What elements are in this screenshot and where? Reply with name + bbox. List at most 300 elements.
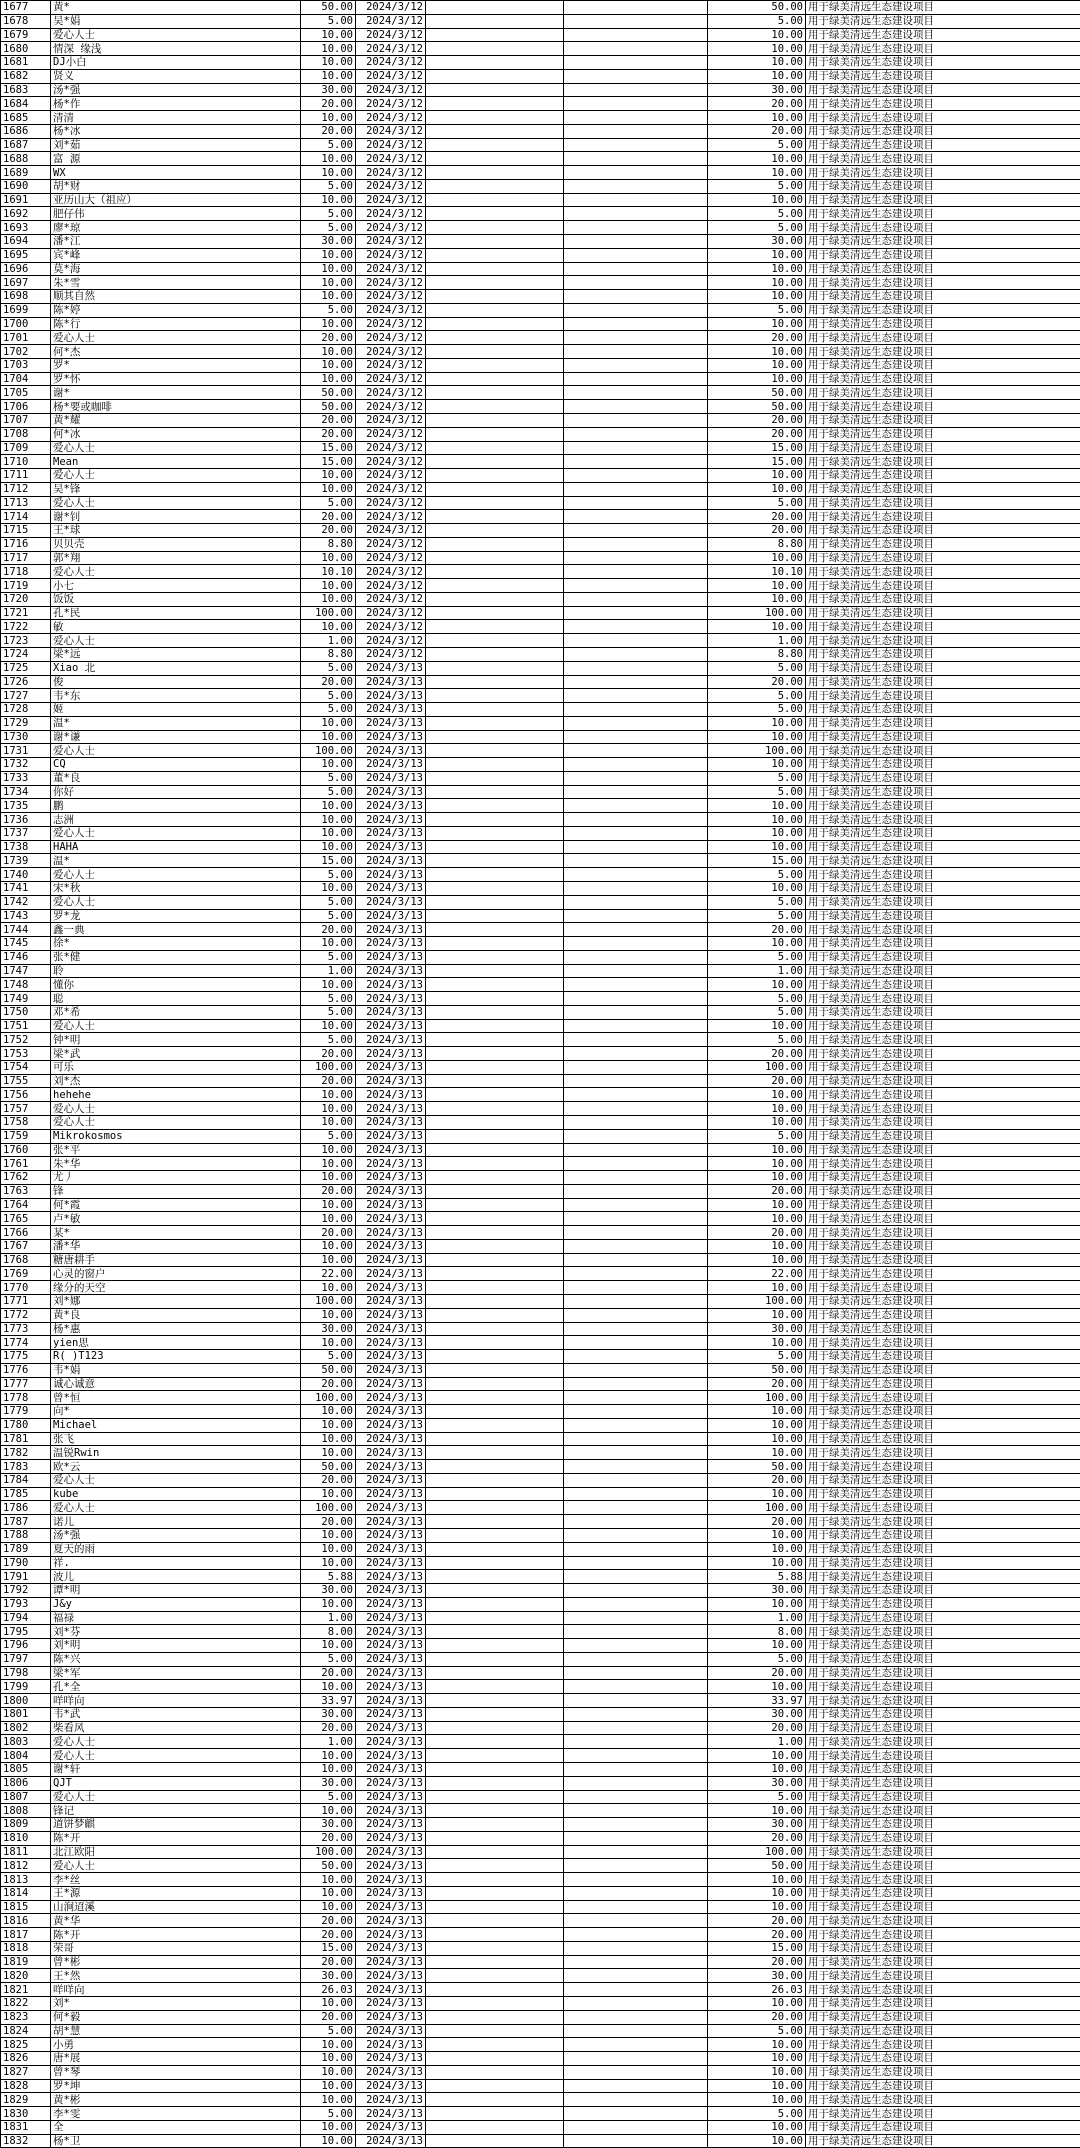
date-cell: 2024/3/12 [356,248,426,262]
table-row [1,1060,1080,1074]
date-cell: 2024/3/12 [356,235,426,249]
table-row [1,1116,1080,1130]
amount-cell: 10.00 [301,482,356,496]
date-cell: 2024/3/12 [356,152,426,166]
donor-name-cell: 董*良 [51,771,301,785]
blank-cell [564,1033,708,1047]
row-index-cell: 1754 [1,1060,51,1074]
purpose-cell: 用于绿美清远生态建设项目 [806,1680,1080,1694]
amount-cell: 5.00 [301,1350,356,1364]
date-cell: 2024/3/13 [356,1363,426,1377]
blank-cell [426,1088,564,1102]
blank-cell [564,689,708,703]
purpose-cell: 用于绿美清远生态建设项目 [806,2065,1080,2079]
table-row [1,799,1080,813]
blank-cell [426,826,564,840]
amount-cell: 5.88 [301,1570,356,1584]
amount-cell: 20.00 [301,2010,356,2024]
allocated-amount-cell: 20.00 [708,1666,806,1680]
amount-cell: 10.00 [301,166,356,180]
date-cell: 2024/3/13 [356,1033,426,1047]
row-index-cell: 1774 [1,1336,51,1350]
amount-cell: 10.00 [301,882,356,896]
allocated-amount-cell: 20.00 [708,1914,806,1928]
donor-name-cell: 谢*钊 [51,510,301,524]
allocated-amount-cell: 10.00 [708,276,806,290]
blank-cell [426,1652,564,1666]
blank-cell [426,2038,564,2052]
purpose-cell: 用于绿美清远生态建设项目 [806,1501,1080,1515]
amount-cell: 10.00 [301,2052,356,2066]
row-index-cell: 1712 [1,482,51,496]
allocated-amount-cell: 20.00 [708,2010,806,2024]
table-row [1,1074,1080,1088]
table-row [1,276,1080,290]
row-index-cell: 1688 [1,152,51,166]
donor-name-cell: 爱心人士 [51,1735,301,1749]
purpose-cell: 用于绿美清远生态建设项目 [806,675,1080,689]
blank-cell [564,400,708,414]
purpose-cell: 用于绿美清远生态建设项目 [806,1322,1080,1336]
date-cell: 2024/3/13 [356,2093,426,2107]
row-index-cell: 1725 [1,661,51,675]
allocated-amount-cell: 100.00 [708,1060,806,1074]
donor-name-cell: 胡*财 [51,179,301,193]
purpose-cell: 用于绿美清远生态建设项目 [806,372,1080,386]
blank-cell [564,1597,708,1611]
purpose-cell: 用于绿美清远生态建设项目 [806,1735,1080,1749]
row-index-cell: 1777 [1,1377,51,1391]
date-cell: 2024/3/13 [356,1253,426,1267]
purpose-cell: 用于绿美清远生态建设项目 [806,97,1080,111]
allocated-amount-cell: 20.00 [708,427,806,441]
blank-cell [564,1914,708,1928]
blank-cell [426,2134,564,2148]
table-row [1,1900,1080,1914]
row-index-cell: 1818 [1,1941,51,1955]
table-row [1,978,1080,992]
amount-cell: 10.00 [301,2079,356,2093]
purpose-cell: 用于绿美清远生态建设项目 [806,661,1080,675]
donor-name-cell: 韦*东 [51,689,301,703]
table-row [1,2010,1080,2024]
blank-cell [564,69,708,83]
date-cell: 2024/3/12 [356,441,426,455]
row-index-cell: 1814 [1,1886,51,1900]
table-row [1,1818,1080,1832]
amount-cell: 5.00 [301,207,356,221]
allocated-amount-cell: 10.00 [708,290,806,304]
amount-cell: 8.80 [301,647,356,661]
purpose-cell: 用于绿美清远生态建设项目 [806,290,1080,304]
allocated-amount-cell: 10.00 [708,1253,806,1267]
donor-name-cell: 刘*茹 [51,138,301,152]
date-cell: 2024/3/13 [356,744,426,758]
blank-cell [564,1570,708,1584]
row-index-cell: 1698 [1,290,51,304]
purpose-cell: 用于绿美清远生态建设项目 [806,1831,1080,1845]
donor-name-cell: 宋*秋 [51,882,301,896]
blank-cell [426,303,564,317]
blank-cell [426,634,564,648]
donor-name-cell: 糖唐耕手 [51,1253,301,1267]
donor-name-cell: 王*球 [51,524,301,538]
donor-name-cell: WX [51,166,301,180]
table-row [1,510,1080,524]
table-row [1,138,1080,152]
date-cell: 2024/3/13 [356,826,426,840]
purpose-cell: 用于绿美清远生态建设项目 [806,207,1080,221]
row-index-cell: 1765 [1,1212,51,1226]
donor-name-cell: 罗*坤 [51,2079,301,2093]
blank-cell [426,207,564,221]
row-index-cell: 1816 [1,1914,51,1928]
table-row [1,1639,1080,1653]
purpose-cell: 用于绿美清远生态建设项目 [806,1914,1080,1928]
blank-cell [426,730,564,744]
allocated-amount-cell: 5.00 [708,689,806,703]
blank-cell [564,2107,708,2121]
row-index-cell: 1767 [1,1239,51,1253]
amount-cell: 20.00 [301,524,356,538]
allocated-amount-cell: 5.00 [708,771,806,785]
purpose-cell: 用于绿美清远生态建设项目 [806,1790,1080,1804]
row-index-cell: 1709 [1,441,51,455]
blank-cell [426,1226,564,1240]
date-cell: 2024/3/13 [356,895,426,909]
blank-cell [564,551,708,565]
amount-cell: 10.00 [301,1542,356,1556]
purpose-cell: 用于绿美清远生态建设项目 [806,1721,1080,1735]
amount-cell: 10.00 [301,1446,356,1460]
blank-cell [564,1873,708,1887]
date-cell: 2024/3/12 [356,647,426,661]
amount-cell: 10.00 [301,2093,356,2107]
row-index-cell: 1729 [1,716,51,730]
date-cell: 2024/3/12 [356,482,426,496]
blank-cell [564,1955,708,1969]
blank-cell [564,537,708,551]
amount-cell: 100.00 [301,1391,356,1405]
row-index-cell: 1727 [1,689,51,703]
allocated-amount-cell: 10.00 [708,1019,806,1033]
allocated-amount-cell: 20.00 [708,1184,806,1198]
blank-cell [564,978,708,992]
date-cell: 2024/3/12 [356,56,426,70]
row-index-cell: 1705 [1,386,51,400]
donor-name-cell: 宾*峰 [51,248,301,262]
amount-cell: 10.00 [301,1281,356,1295]
row-index-cell: 1728 [1,703,51,717]
table-row [1,28,1080,42]
blank-cell [564,799,708,813]
amount-cell: 100.00 [301,1501,356,1515]
date-cell: 2024/3/13 [356,1129,426,1143]
amount-cell: 20.00 [301,1721,356,1735]
blank-cell [564,1418,708,1432]
table-row [1,1997,1080,2011]
donor-name-cell: 刘*芬 [51,1625,301,1639]
row-index-cell: 1802 [1,1721,51,1735]
table-row [1,1391,1080,1405]
row-index-cell: 1791 [1,1570,51,1584]
blank-cell [564,1294,708,1308]
blank-cell [426,1735,564,1749]
blank-cell [426,1143,564,1157]
amount-cell: 5.00 [301,785,356,799]
purpose-cell: 用于绿美清远生态建设项目 [806,1363,1080,1377]
table-row [1,2120,1080,2134]
allocated-amount-cell: 5.00 [708,179,806,193]
date-cell: 2024/3/13 [356,1528,426,1542]
row-index-cell: 1764 [1,1198,51,1212]
donor-name-cell: Mikrokosmos [51,1129,301,1143]
row-index-cell: 1819 [1,1955,51,1969]
blank-cell [426,1873,564,1887]
table-row [1,111,1080,125]
donor-name-cell: 北江欧阳 [51,1845,301,1859]
blank-cell [564,2134,708,2148]
purpose-cell: 用于绿美清远生态建设项目 [806,1253,1080,1267]
table-row [1,675,1080,689]
amount-cell: 5.00 [301,992,356,1006]
date-cell: 2024/3/13 [356,1886,426,1900]
blank-cell [426,42,564,56]
donor-name-cell: 山涧迢溪 [51,1900,301,1914]
allocated-amount-cell: 50.00 [708,1460,806,1474]
date-cell: 2024/3/13 [356,771,426,785]
row-index-cell: 1794 [1,1611,51,1625]
date-cell: 2024/3/13 [356,1542,426,1556]
blank-cell [564,1088,708,1102]
donor-name-cell: 郭*翔 [51,551,301,565]
table-row [1,703,1080,717]
blank-cell [564,1,708,15]
purpose-cell: 用于绿美清远生态建设项目 [806,1239,1080,1253]
table-row [1,2052,1080,2066]
date-cell: 2024/3/13 [356,1804,426,1818]
row-index-cell: 1711 [1,469,51,483]
blank-cell [564,441,708,455]
blank-cell [426,1763,564,1777]
amount-cell: 20.00 [301,427,356,441]
table-row [1,1749,1080,1763]
purpose-cell: 用于绿美清远生态建设项目 [806,482,1080,496]
donor-name-cell: 何*霞 [51,1198,301,1212]
date-cell: 2024/3/12 [356,221,426,235]
table-row [1,1845,1080,1859]
table-row [1,69,1080,83]
blank-cell [564,758,708,772]
date-cell: 2024/3/13 [356,868,426,882]
row-index-cell: 1743 [1,909,51,923]
blank-cell [564,179,708,193]
blank-cell [564,97,708,111]
row-index-cell: 1678 [1,14,51,28]
blank-cell [564,1611,708,1625]
date-cell: 2024/3/12 [356,207,426,221]
amount-cell: 20.00 [301,1666,356,1680]
allocated-amount-cell: 50.00 [708,400,806,414]
purpose-cell: 用于绿美清远生态建设项目 [806,1171,1080,1185]
amount-cell: 10.00 [301,317,356,331]
amount-cell: 30.00 [301,1584,356,1598]
purpose-cell: 用于绿美清远生态建设项目 [806,1776,1080,1790]
blank-cell [564,813,708,827]
amount-cell: 100.00 [301,1845,356,1859]
amount-cell: 5.00 [301,138,356,152]
allocated-amount-cell: 10.00 [708,1997,806,2011]
donor-name-cell: 心灵的窗户 [51,1267,301,1281]
date-cell: 2024/3/13 [356,1969,426,1983]
blank-cell [564,248,708,262]
blank-cell [564,56,708,70]
row-index-cell: 1738 [1,840,51,854]
purpose-cell: 用于绿美清远生态建设项目 [806,689,1080,703]
allocated-amount-cell: 20.00 [708,1074,806,1088]
purpose-cell: 用于绿美清远生态建设项目 [806,551,1080,565]
blank-cell [564,634,708,648]
purpose-cell: 用于绿美清远生态建设项目 [806,2107,1080,2121]
purpose-cell: 用于绿美清远生态建设项目 [806,455,1080,469]
row-index-cell: 1741 [1,882,51,896]
blank-cell [426,1707,564,1721]
blank-cell [426,689,564,703]
blank-cell [426,1239,564,1253]
date-cell: 2024/3/13 [356,1680,426,1694]
blank-cell [564,2052,708,2066]
allocated-amount-cell: 10.00 [708,937,806,951]
purpose-cell: 用于绿美清远生态建设项目 [806,276,1080,290]
row-index-cell: 1719 [1,579,51,593]
donor-name-cell: 鑫一典 [51,923,301,937]
donor-name-cell: 谢*谦 [51,730,301,744]
table-row [1,1735,1080,1749]
allocated-amount-cell: 10.00 [708,1239,806,1253]
donor-name-cell: 张*健 [51,950,301,964]
purpose-cell: 用于绿美清远生态建设项目 [806,42,1080,56]
blank-cell [564,1735,708,1749]
amount-cell: 22.00 [301,1267,356,1281]
blank-cell [564,1432,708,1446]
blank-cell [426,675,564,689]
table-row [1,1336,1080,1350]
amount-cell: 5.00 [301,496,356,510]
blank-cell [426,248,564,262]
amount-cell: 5.00 [301,1129,356,1143]
allocated-amount-cell: 10.00 [708,799,806,813]
purpose-cell: 用于绿美清远生态建设项目 [806,937,1080,951]
date-cell: 2024/3/13 [356,1515,426,1529]
donor-name-cell: 汤*强 [51,1528,301,1542]
allocated-amount-cell: 10.00 [708,56,806,70]
donor-name-cell: 黄*良 [51,1308,301,1322]
blank-cell [564,840,708,854]
amount-cell: 50.00 [301,1859,356,1873]
date-cell: 2024/3/13 [356,1116,426,1130]
row-index-cell: 1683 [1,83,51,97]
row-index-cell: 1831 [1,2120,51,2134]
donor-name-cell: CQ [51,758,301,772]
blank-cell [426,840,564,854]
amount-cell: 10.00 [301,1804,356,1818]
blank-cell [564,469,708,483]
amount-cell: 20.00 [301,1184,356,1198]
allocated-amount-cell: 50.00 [708,1,806,15]
row-index-cell: 1779 [1,1405,51,1419]
purpose-cell: 用于绿美清远生态建设项目 [806,854,1080,868]
table-row [1,551,1080,565]
blank-cell [564,592,708,606]
amount-cell: 5.00 [301,1033,356,1047]
donor-name-cell: 莫*海 [51,262,301,276]
row-index-cell: 1830 [1,2107,51,2121]
donor-name-cell: 刘*明 [51,1639,301,1653]
blank-cell [564,1198,708,1212]
table-row [1,1308,1080,1322]
allocated-amount-cell: 10.00 [708,1873,806,1887]
table-row [1,1652,1080,1666]
date-cell: 2024/3/13 [356,1350,426,1364]
amount-cell: 20.00 [301,1047,356,1061]
amount-cell: 15.00 [301,854,356,868]
donor-name-cell: 罗*龙 [51,909,301,923]
amount-cell: 10.00 [301,813,356,827]
donor-name-cell: 刘*杰 [51,1074,301,1088]
purpose-cell: 用于绿美清远生态建设项目 [806,771,1080,785]
blank-cell [564,606,708,620]
purpose-cell: 用于绿美清远生态建设项目 [806,1597,1080,1611]
table-row [1,2107,1080,2121]
table-row [1,1570,1080,1584]
allocated-amount-cell: 10.00 [708,1556,806,1570]
blank-cell [564,276,708,290]
table-row [1,689,1080,703]
table-row [1,386,1080,400]
amount-cell: 5.00 [301,1005,356,1019]
allocated-amount-cell: 10.00 [708,2065,806,2079]
date-cell: 2024/3/13 [356,1625,426,1639]
row-index-cell: 1697 [1,276,51,290]
allocated-amount-cell: 5.88 [708,1570,806,1584]
allocated-amount-cell: 50.00 [708,386,806,400]
allocated-amount-cell: 10.00 [708,1143,806,1157]
table-row [1,1969,1080,1983]
allocated-amount-cell: 5.00 [708,1033,806,1047]
allocated-amount-cell: 30.00 [708,1322,806,1336]
row-index-cell: 1798 [1,1666,51,1680]
blank-cell [564,235,708,249]
blank-cell [426,992,564,1006]
amount-cell: 1.00 [301,1735,356,1749]
blank-cell [426,2024,564,2038]
purpose-cell: 用于绿美清远生态建设项目 [806,1625,1080,1639]
allocated-amount-cell: 20.00 [708,923,806,937]
row-index-cell: 1686 [1,124,51,138]
donor-name-cell: 聪 [51,992,301,1006]
purpose-cell: 用于绿美清远生态建设项目 [806,386,1080,400]
amount-cell: 10.00 [301,372,356,386]
blank-cell [564,785,708,799]
allocated-amount-cell: 5.00 [708,221,806,235]
row-index-cell: 1720 [1,592,51,606]
table-row [1,1157,1080,1171]
amount-cell: 26.03 [301,1983,356,1997]
allocated-amount-cell: 10.00 [708,1528,806,1542]
donor-name-cell: 荣哥 [51,1941,301,1955]
amount-cell: 10.00 [301,1116,356,1130]
date-cell: 2024/3/12 [356,179,426,193]
